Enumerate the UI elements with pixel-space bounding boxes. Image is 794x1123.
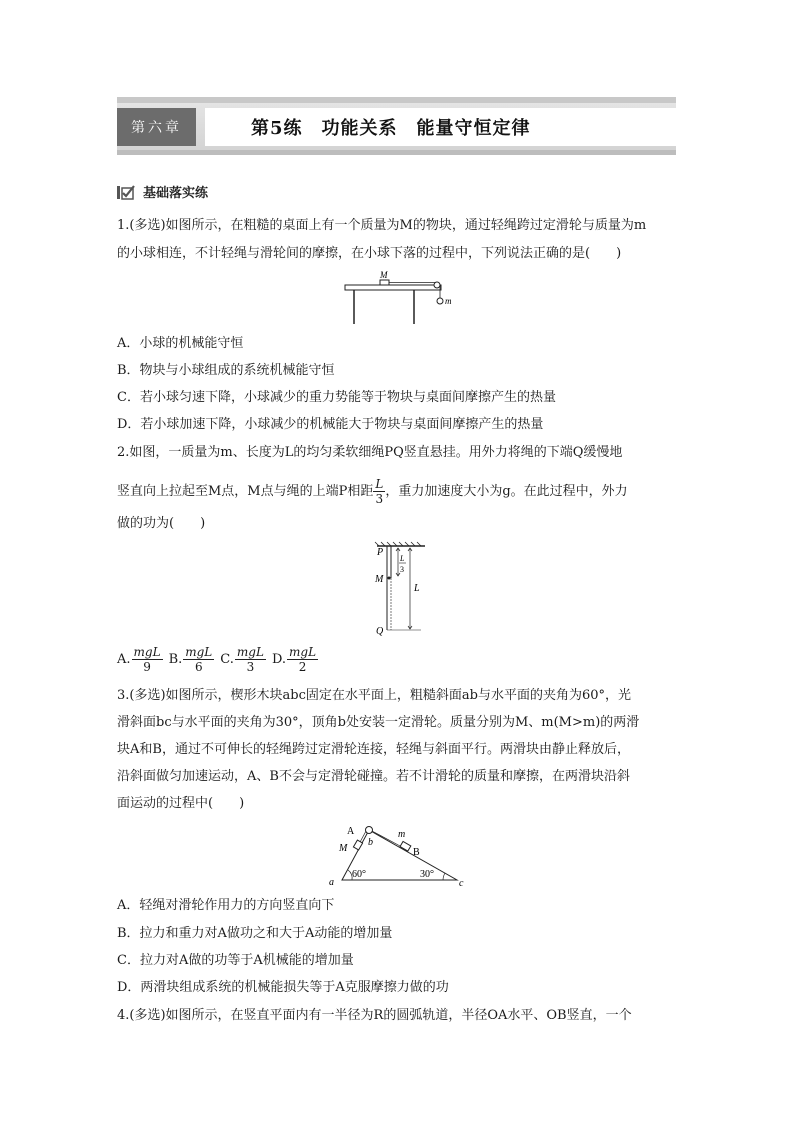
q4-line-1: 4.(多选)如图所示，在竖直平面内有一半径为R的圆弧轨道，半径OA水平、OB竖直，一个 — [117, 1008, 632, 1023]
q3-fig-b: b — [368, 837, 373, 848]
q2-option-a-den: 9 — [143, 660, 151, 674]
q1-line-2: 的小球相连，不计轻绳与滑轮间的摩擦，在小球下落的过程中，下列说法正确的是( ) — [117, 246, 622, 261]
q1-option-b: B．物块与小球组成的系统机械能守恒 — [117, 363, 335, 378]
q2-option-d-den: 2 — [298, 660, 307, 674]
q2-option-a-label: A. — [117, 652, 131, 667]
q2-fig-Q: Q — [376, 626, 384, 637]
q2-option-b-num: mgL — [185, 645, 213, 659]
q3-option-c: C．拉力对A做的功等于A机械能的增加量 — [117, 953, 354, 968]
q2-option-a-num: mgL — [133, 645, 161, 659]
chapter-label: 第六章 — [117, 108, 196, 146]
section-title: 基础落实练 — [143, 186, 209, 201]
q2-option-b-frac — [183, 645, 214, 674]
q1-option-c: C．若小球匀速下降，小球减少的重力势能等于物块与桌面间摩擦产生的热量 — [117, 390, 556, 405]
page-title: 第5练 功能关系 能量守恒定律 — [251, 118, 531, 139]
q1-line-1: 1.(多选)如图所示，在粗糙的桌面上有一个质量为M的物块，通过轻绳跨过定滑轮与质量为m — [117, 218, 647, 233]
q3-option-d: D．两滑块组成系统的机械能损失等于A克服摩擦力做的功 — [117, 980, 449, 995]
q2-fig-L: L — [414, 583, 420, 594]
q3-line-5: 面运动的过程中( ) — [117, 796, 245, 811]
q3-fig-A: A — [347, 826, 355, 837]
q2-line-2a: 竖直向上拉起至M点，M点与绳的上端P相距 — [117, 484, 374, 499]
title-box — [205, 108, 676, 146]
q3-fig-c: c — [459, 878, 464, 889]
header-top-border — [117, 97, 676, 103]
q2-option-a-frac — [132, 645, 163, 674]
q3-fig-a: a — [329, 877, 334, 888]
q2-line-2 — [117, 477, 677, 506]
q2-frac-num: L — [375, 477, 384, 491]
q1-fig-label-m: m — [445, 296, 452, 306]
q3-line-1: 3.(多选)如图所示，楔形木块abc固定在水平面上，粗糙斜面ab与水平面的夹角为60°，光 — [117, 688, 632, 703]
q2-line-2b: ，重力加速度大小为g。在此过程中，外力 — [385, 484, 628, 499]
q2-fig-L3-num: L — [400, 554, 405, 563]
q1-option-a: A．小球的机械能守恒 — [117, 336, 244, 351]
q3-fig-B: B — [413, 847, 420, 858]
q2-figure-hanging-rope — [365, 540, 435, 638]
q2-fig-L3-den: 3 — [400, 565, 404, 574]
q2-frac-den: 3 — [375, 492, 384, 506]
q2-fig-P: P — [377, 547, 384, 558]
q3-line-4: 沿斜面做匀加速运动，A、B不会与定滑轮碰撞。若不计滑轮的质量和摩擦，在两滑块沿斜 — [117, 769, 630, 784]
q2-option-b-label: B. — [168, 652, 183, 667]
section-heading — [117, 182, 208, 201]
q2-options — [117, 645, 324, 674]
q3-figure-wedge — [325, 822, 470, 890]
q3-line-3: 块A和B，通过不可伸长的轻绳跨过定滑轮连接，轻绳与斜面平行。两滑块由静止释放后， — [117, 742, 630, 757]
q3-line-2: 滑斜面bc与水平面的夹角为30°，顶角b处安装一定滑轮。质量分别为M、m(M>m)的两滑 — [117, 715, 640, 730]
q1-figure-table-pulley — [340, 270, 460, 328]
q2-option-c-frac — [235, 645, 266, 674]
q2-line-1: 2.如图，一质量为m、长度为L的均匀柔软细绳PQ竖直悬挂。用外力将绳的下端Q缓慢地 — [117, 445, 623, 460]
q3-fig-30: 30° — [420, 869, 434, 880]
q1-fig-label-M: M — [380, 270, 388, 280]
q2-option-d-num: mgL — [289, 645, 317, 659]
q2-option-d-label: D. — [271, 652, 287, 667]
q2-option-c-num: mgL — [236, 645, 264, 659]
q2-fig-M: M — [375, 574, 384, 585]
q2-option-b-den: 6 — [194, 660, 203, 674]
q3-fig-M: M — [339, 843, 348, 854]
q1-option-d: D．若小球加速下降，小球减少的机械能大于物块与桌面间摩擦产生的热量 — [117, 417, 544, 432]
q3-option-b: B．拉力和重力对A做功之和大于A动能的增加量 — [117, 926, 393, 941]
q3-option-a: A．轻绳对滑轮作用力的方向竖直向下 — [117, 898, 335, 913]
q3-fig-m: m — [398, 829, 406, 840]
q2-fraction-l3 — [373, 477, 385, 506]
q2-line-3: 做的功为( ) — [117, 516, 206, 531]
q2-option-c-den: 3 — [246, 660, 255, 674]
q2-option-d-frac — [287, 645, 318, 674]
q2-option-c-label: C. — [220, 652, 234, 667]
header-bottom-border — [117, 150, 676, 155]
q3-fig-60: 60° — [352, 869, 366, 880]
checkbox-icon — [117, 184, 135, 200]
